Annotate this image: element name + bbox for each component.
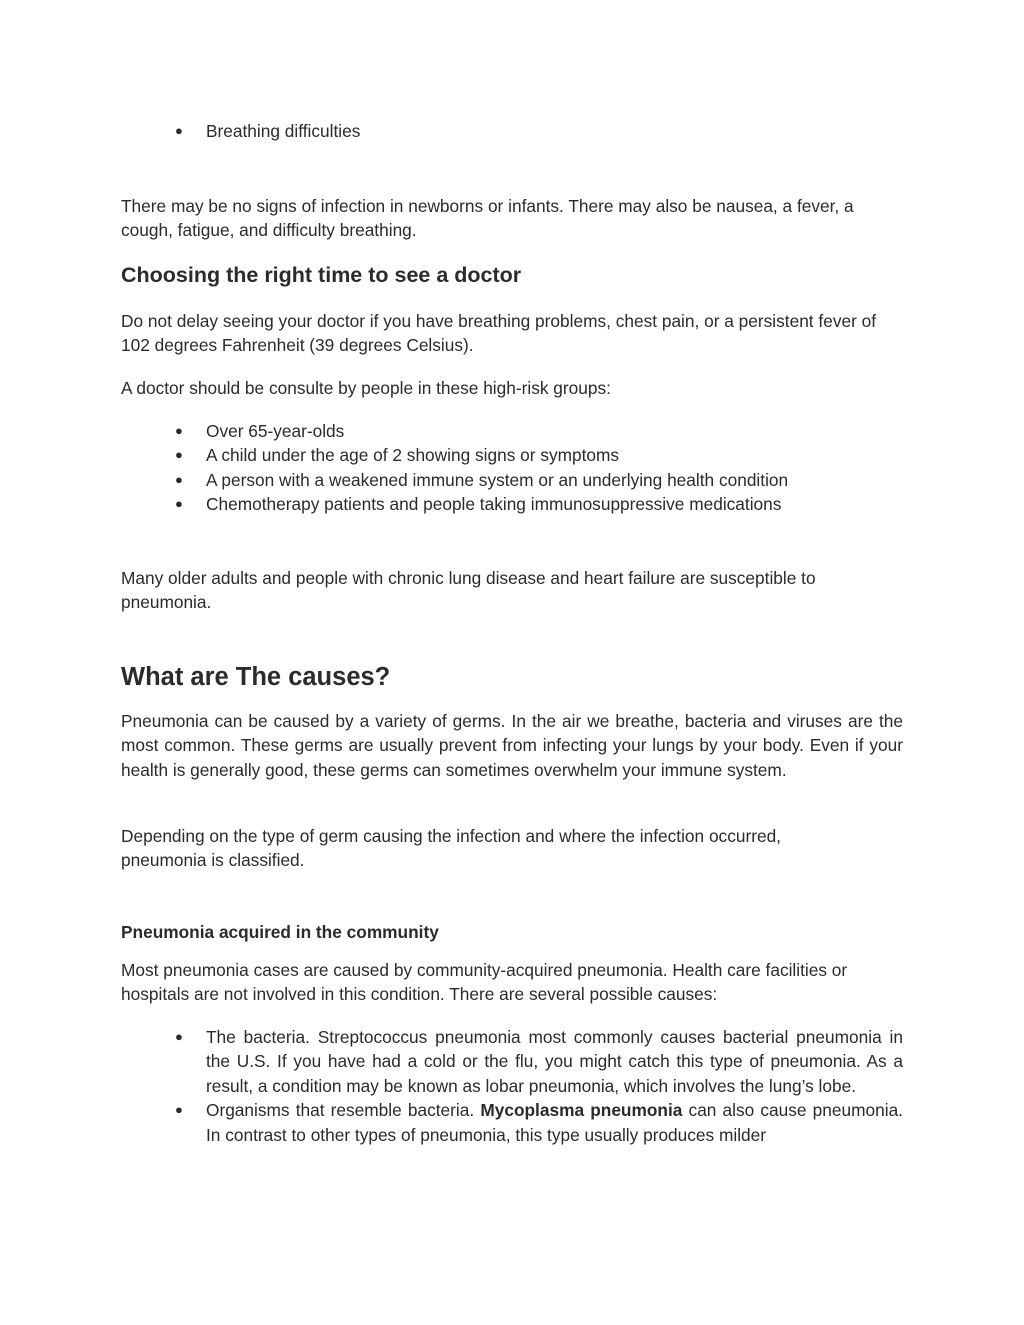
bullet-icon: ● bbox=[175, 496, 183, 512]
paragraph-community: Most pneumonia cases are caused by community-acquired pneumonia. Health care facilities or hospitals are not involved in this condition. There are several possible causes: bbox=[121, 960, 848, 1005]
list-item: ● Breathing difficulties bbox=[121, 119, 903, 143]
bold-term: Mycoplasma pneumonia bbox=[480, 1100, 683, 1121]
bullet-icon: ● bbox=[175, 123, 183, 138]
list-item: ● Chemotherapy patients and people taking immunosuppressive medications bbox=[121, 492, 903, 516]
causes-list bbox=[121, 1025, 903, 1147]
paragraph-high-risk: A doctor should be consulte by people in these high-risk groups: bbox=[121, 378, 611, 398]
paragraph-germs: Pneumonia can be caused by a variety of germs. In the air we breathe, bacteria and viruses are the most common. These germs are usually prevent from infecting your lungs by your body. Even if your health is generally good, these germs can sometimes overwhelm your immune system. bbox=[121, 711, 903, 780]
heading-causes: What are The causes? bbox=[121, 663, 391, 691]
bullet-icon: ● bbox=[175, 447, 183, 463]
heading-community-acquired: Pneumonia acquired in the community bbox=[121, 922, 439, 942]
paragraph-classification: Depending on the type of germ causing the infection and where the infection occurred, pneumonia is classified. bbox=[121, 826, 781, 871]
symptom-list bbox=[121, 119, 903, 143]
bullet-icon: ● bbox=[175, 1029, 183, 1044]
list-item: ● A person with a weakened immune system or an underlying health condition bbox=[121, 468, 903, 492]
list-item: ● Organisms that resemble bacteria. Mycoplasma pneumonia can also cause pneumonia. In contrast to other types of pneumonia, this type usually produces milder bbox=[175, 1100, 903, 1145]
bullet-icon: ● bbox=[175, 1102, 183, 1118]
list-item: ● Over 65-year-olds bbox=[121, 419, 903, 443]
high-risk-list bbox=[121, 419, 903, 517]
bullet-icon: ● bbox=[175, 471, 183, 487]
paragraph-older-adults: Many older adults and people with chronic lung disease and heart failure are susceptible to pneumonia. bbox=[121, 568, 816, 613]
list-item: ● The bacteria. Streptococcus pneumonia most commonly causes bacterial pneumonia in the U.S. If you have had a cold or the flu, you might catch this type of pneumonia. As a result, a condition may be known as lobar pneumonia, which involves the lung’s lobe. bbox=[175, 1027, 903, 1096]
paragraph-infants: There may be no signs of infection in newborns or infants. There may also be nausea, a fever, a cough, fatigue, and difficulty breathing. bbox=[121, 196, 854, 241]
heading-see-doctor: Choosing the right time to see a doctor bbox=[121, 263, 522, 287]
paragraph-dont-delay: Do not delay seeing your doctor if you have breathing problems, chest pain, or a persistent fever of 102 degrees Fahrenheit (39 degrees Celsius). bbox=[121, 311, 877, 356]
list-item: ● A child under the age of 2 showing signs or symptoms bbox=[121, 443, 903, 467]
bullet-icon: ● bbox=[175, 423, 183, 438]
